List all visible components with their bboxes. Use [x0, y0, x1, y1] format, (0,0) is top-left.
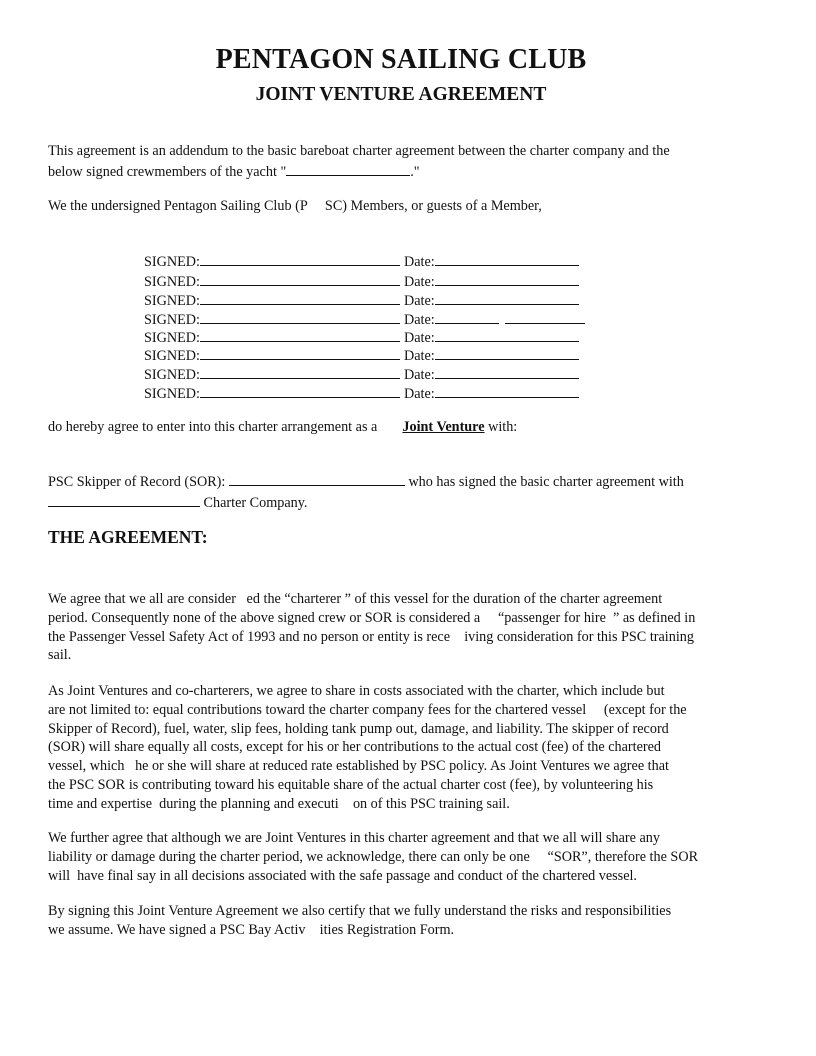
signature-row	[144, 365, 579, 384]
date-label: Date:	[403, 254, 435, 270]
paragraph-line: will have final say in all decisions associated with the safe passage and conduct of the chartered vessel.	[48, 867, 637, 884]
paragraph-line: By signing this Joint Venture Agreement we also certify that we fully understand the risks and responsibilities	[48, 903, 672, 919]
joint-venture-link[interactable]: Joint Venture	[402, 419, 485, 435]
signature-row	[144, 346, 579, 365]
paragraph-line: the Passenger Vessel Safety Act of 1993 and no person or entity is rece iving consideration for this PSC training	[48, 628, 694, 645]
paragraph-line: liability or damage during the charter period, we acknowledge, there can only be one “SOR”, therefore the SOR	[48, 848, 699, 865]
signed-label: SIGNED:	[144, 254, 200, 270]
signature-row	[144, 310, 585, 329]
signed-label: SIGNED:	[144, 312, 200, 328]
agree-line: do hereby agree to enter into this charter arrangement as a Joint Venture with:	[48, 419, 518, 435]
yacht-name-blank[interactable]	[286, 162, 410, 176]
signed-label: SIGNED:	[144, 330, 200, 346]
signed-label: SIGNED:	[144, 348, 200, 364]
intro-line-3: We the undersigned Pentagon Sailing Club (P SC) Members, or guests of a Member,	[48, 198, 542, 214]
paragraph-line: time and expertise during the planning and executi on of this PSC training sail.	[48, 795, 510, 812]
signature-blank[interactable]	[200, 291, 400, 305]
signed-label: SIGNED:	[144, 367, 200, 383]
paragraph-line: are not limited to: equal contributions toward the charter company fees for the chartered vessel (except for the	[48, 701, 687, 718]
date-label: Date:	[403, 312, 435, 328]
signature-row	[144, 252, 579, 271]
date-label: Date:	[403, 348, 435, 364]
date-blank[interactable]	[435, 328, 579, 342]
signature-row	[144, 328, 579, 347]
signed-label: SIGNED:	[144, 386, 200, 402]
signature-blank[interactable]	[200, 365, 400, 379]
intro-line-1: This agreement is an addendum to the basic bareboat charter agreement between the charter company and the	[48, 143, 670, 159]
signature-blank[interactable]	[200, 384, 400, 398]
date-label: Date:	[403, 386, 435, 402]
date-blank[interactable]	[435, 346, 579, 360]
paragraph-line: We agree that we all are consider ed the “charterer ” of this vessel for the duration of the charter agreement	[48, 591, 663, 607]
signature-blank[interactable]	[200, 346, 400, 360]
signature-row	[144, 384, 579, 403]
date-label: Date:	[403, 367, 435, 383]
skipper-name-blank[interactable]	[229, 472, 405, 486]
date-label: Date:	[403, 293, 435, 309]
paragraph-line: the PSC SOR is contributing toward his equitable share of the actual charter cost (fee), by volunteering his	[48, 777, 654, 793]
document-title: PENTAGON SAILING CLUB	[215, 44, 587, 75]
document-subtitle: JOINT VENTURE AGREEMENT	[255, 84, 547, 105]
charter-company-line: Charter Company.	[48, 493, 307, 513]
date-blank[interactable]	[435, 272, 579, 286]
date-blank[interactable]	[435, 291, 579, 305]
paragraph-line: (SOR) will share equally all costs, except for his or her contributions to the actual cost (fee) of the chartered	[48, 739, 662, 756]
signed-label: SIGNED:	[144, 293, 200, 309]
paragraph-line: we assume. We have signed a PSC Bay Activ ities Registration Form.	[48, 921, 455, 938]
paragraph-line: We further agree that although we are Joint Ventures in this charter agreement and that we all will share any	[48, 830, 660, 846]
section-heading: THE AGREEMENT:	[48, 527, 208, 547]
paragraph-line: sail.	[48, 647, 72, 664]
signature-blank[interactable]	[200, 272, 400, 286]
signature-row	[144, 291, 579, 310]
signature-blank[interactable]	[200, 328, 400, 342]
paragraph-line: Skipper of Record), fuel, water, slip fees, holding tank pump out, damage, and liability. The skipper of record	[48, 720, 669, 737]
skipper-line: PSC Skipper of Record (SOR): who has signed the basic charter agreement with	[48, 474, 684, 490]
charter-company-blank[interactable]	[48, 493, 200, 507]
paragraph-line: vessel, which he or she will share at reduced rate established by PSC policy. As Joint Ventures we agree that	[48, 758, 669, 775]
signature-blank[interactable]	[200, 310, 400, 324]
signature-row	[144, 272, 579, 291]
date-label: Date:	[403, 274, 435, 290]
date-blank[interactable]	[435, 365, 579, 379]
date-blank[interactable]	[435, 384, 579, 398]
intro-line-2: below signed crewmembers of the yacht " ."	[48, 164, 420, 180]
date-blank[interactable]	[435, 252, 579, 266]
paragraph-line: period. Consequently none of the above signed crew or SOR is considered a “passenger for hire ” as defined in	[48, 609, 696, 626]
paragraph-line: As Joint Ventures and co-charterers, we agree to share in costs associated with the charter, which include but	[48, 683, 665, 699]
signed-label: SIGNED:	[144, 274, 200, 290]
date-blank[interactable]	[505, 310, 585, 324]
signature-blank[interactable]	[200, 252, 400, 266]
date-blank[interactable]	[435, 310, 499, 324]
date-label: Date:	[403, 330, 435, 346]
